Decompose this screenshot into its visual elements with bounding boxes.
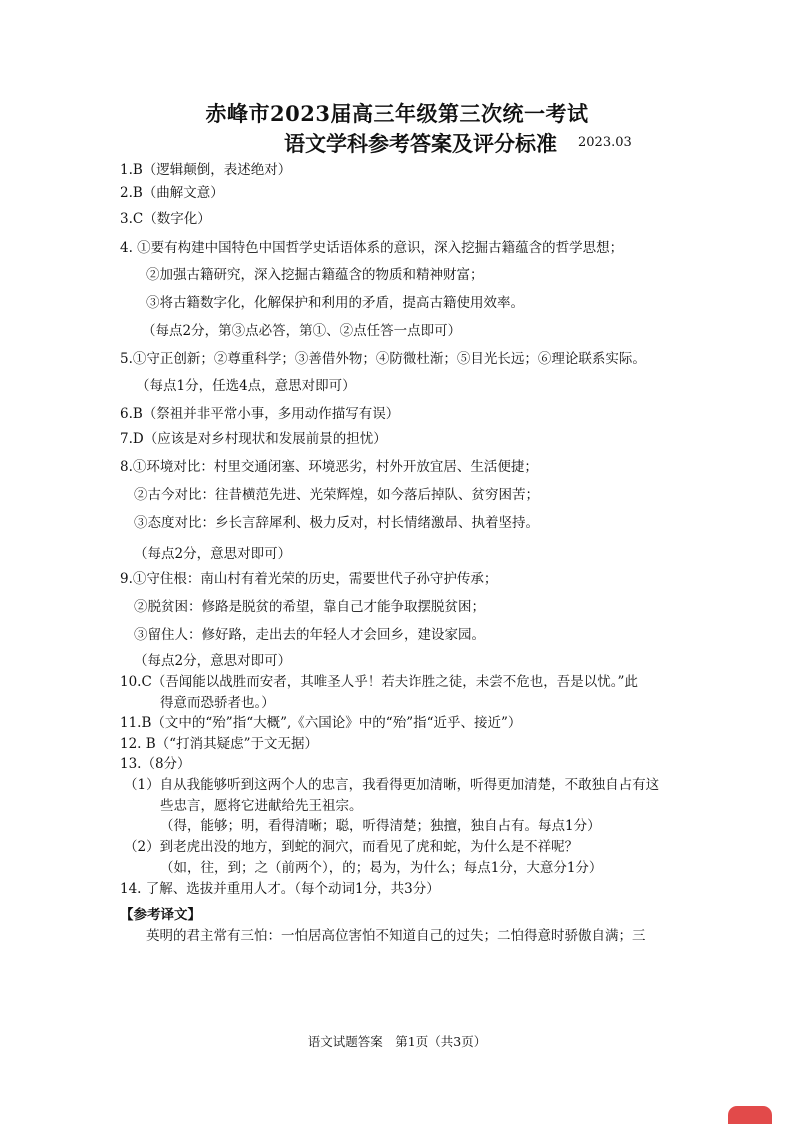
answer-line: 7.D（应该是对乡村现状和发展前景的担忧） [120,431,387,447]
answer-line: 3.C（数字化） [120,211,211,227]
answer-line: 9.①守住根：南山村有着光荣的历史，需要世代子孙守护传承； [120,571,498,587]
answer-line: 11.B（文中的“殆”指“大概”,《六国论》中的“殆”指“近乎、接近”） [120,715,522,731]
scoring-note: （每点1分，任选4点，意思对即可） [136,378,356,394]
exam-subtitle: 语文学科参考答案及评分标准 [284,131,557,156]
answer-line: ③态度对比：乡长言辞犀利、极力反对，村长情绪激昂、执着坚持。 [134,515,539,531]
reference-translation-heading: 【参考译文】 [120,907,201,923]
answer-line: ③将古籍数字化，化解保护和利用的矛盾，提高古籍使用效率。 [146,295,524,311]
answer-line: 10.C（吾闻能以战胜而安者，其唯圣人乎！若夫诈胜之徒，未尝不危也，吾是以忧。”此 [120,674,638,690]
answer-line: 1.B（逻辑颠倒，表述绝对） [120,162,292,178]
answer-line: ②脱贫困：修路是脱贫的希望，靠自己才能争取摆脱贫困； [134,599,485,615]
scoring-note: （每点2分，第③点必答，第①、②点任答一点即可） [142,323,462,339]
answer-line: 6.B（祭祖并非平常小事，多用动作描写有误） [120,406,400,422]
scoring-note: （如，往，到；之（前两个），的；曷为，为什么；每点1分，大意分1分） [160,860,603,876]
answer-line: 4. ①要有构建中国特色中国哲学史话语体系的意识，深入挖掘古籍蕴含的哲学思想； [120,240,624,256]
answer-line: （1）自从我能够听到这两个人的忠言，我看得更加清晰，听得更加清楚，不敢独自占有这 [124,777,660,793]
scoring-note: （得，能够；明，看得清晰；聪，听得清楚；独擅，独自占有。每点1分） [160,818,601,834]
answer-line: ③留住人：修好路，走出去的年轻人才会回乡，建设家园。 [134,627,485,643]
translation-paragraph: 英明的君主常有三怕：一怕居高位害怕不知道自己的过失；二怕得意时骄傲自满；三 [146,928,646,944]
answer-line: ②加强古籍研究，深入挖掘古籍蕴含的物质和精神财富； [146,267,484,283]
exam-date: 2023.03 [578,135,632,150]
answer-line: 5.①守正创新；②尊重科学；③善借外物；④防微杜渐；⑤目光长远；⑥理论联系实际。 [120,351,646,367]
scoring-note: （每点2分，意思对即可） [134,653,292,669]
answer-line: 得意而恐骄者也。） [160,695,275,711]
scoring-note: （每点2分，意思对即可） [134,546,292,562]
answer-line: 2.B（曲解文意） [120,185,224,201]
answer-line: 12. B（“打消其疑虑”于文无据） [120,736,318,752]
answer-line: 13.（8分） [120,756,191,772]
answer-line: 14. 了解、选拔并重用人才。（每个动词1分，共3分） [120,881,440,897]
answer-line: ②古今对比：往昔横范先进、光荣辉煌，如今落后掉队、贫穷困苦； [134,487,539,503]
answer-line: （2）到老虎出没的地方，到蛇的洞穴，而看见了虎和蛇，为什么是不祥呢？ [124,839,579,855]
exam-title: 赤峰市2023届高三年级第三次统一考试 [205,101,589,126]
answer-line: 些忠言，愿将它进献给先王祖宗。 [160,798,363,814]
corner-stamp [728,1106,772,1124]
page-footer: 语文试题答案 第1页（共3页） [307,1034,487,1049]
answer-line: 8.①环境对比：村里交通闭塞、环境恶劣，村外开放宜居、生活便捷； [120,459,538,475]
